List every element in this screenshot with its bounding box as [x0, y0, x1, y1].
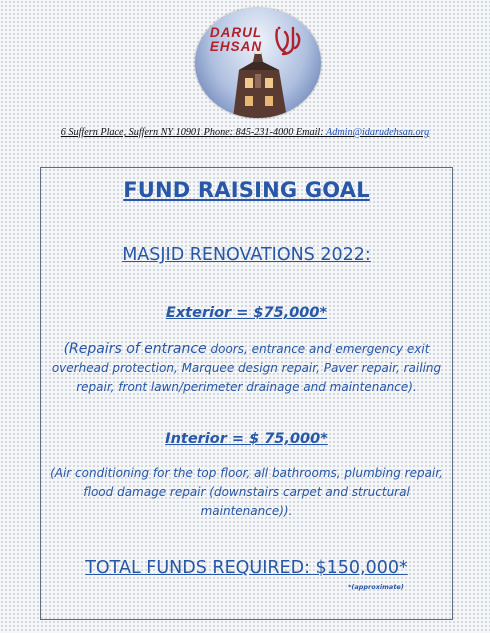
logo-line-2: EHSAN [209, 39, 263, 54]
email-link[interactable]: Admin@idarudehsan.org [326, 127, 430, 138]
content-frame [40, 167, 453, 620]
approximate-note: *(approximate) [348, 583, 404, 591]
contact-address [0, 127, 490, 138]
page-title: FUND RAISING GOAL [123, 178, 370, 202]
logo-wordmark [201, 26, 271, 54]
exterior-heading: Exterior = $75,000* [165, 305, 328, 321]
interior-description: (Air conditioning for the top floor, all bathrooms, plumbing repair, flood damage repair (downstairs carpet and structural maintenance)). [50, 466, 443, 518]
exterior-description [45, 340, 448, 397]
address-text: 6 Suffern Place, Suffern NY 10901 Phone: 845-231-4000 Email: [60, 127, 326, 138]
interior-heading: Interior = $ 75,000* [165, 431, 328, 447]
arabic-calligraphy-icon [271, 24, 303, 58]
exterior-desc-lead: (Repairs of entrance [63, 341, 207, 357]
logo-line-1: DARUL [209, 25, 263, 40]
section-subtitle: MASJID RENOVATIONS 2022: [122, 245, 371, 265]
exterior-desc-rest: doors, entrance and emergency exit overhead protection, Marquee design repair, Paver repair, railing repair, front lawn/perimeter drainage and maintenance). [51, 342, 442, 394]
darul-ehsan-logo [195, 8, 321, 118]
total-funds: TOTAL FUNDS REQUIRED: $150,000* [85, 558, 408, 578]
